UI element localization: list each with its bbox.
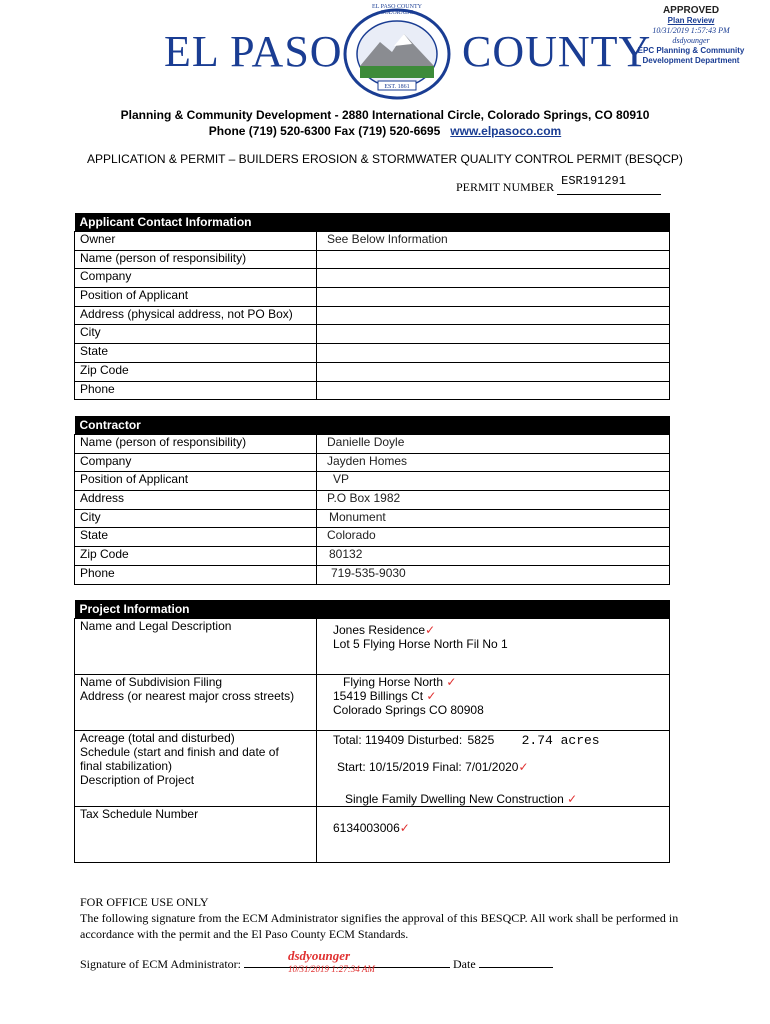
check-icon: ✓ — [518, 760, 529, 774]
applicant-field-label: Address (physical address, not PO Box) — [75, 306, 317, 325]
schedule-label-1: Schedule (start and finish and date of — [80, 745, 279, 759]
applicant-field-row — [75, 232, 670, 251]
applicant-table — [74, 213, 670, 400]
address-label: Address (or nearest major cross streets) — [80, 689, 295, 703]
logo-el-paso: EL PASO — [164, 27, 343, 76]
project-heading: Project Information — [75, 600, 670, 619]
address-line: Planning & Community Development - 2880 International Circle, Colorado Springs, CO 80910 — [120, 108, 650, 122]
approval-stamp — [626, 6, 756, 66]
contractor-field-label: City — [75, 509, 317, 528]
filing-label: Name of Subdivision Filing — [80, 675, 223, 689]
permit-number — [456, 174, 661, 195]
contractor-field-label: Name (person of responsibility) — [75, 435, 317, 454]
contractor-field-value[interactable]: Monument — [317, 509, 670, 528]
legal-value[interactable] — [317, 619, 670, 675]
acreage-label: Acreage (total and disturbed) — [80, 731, 235, 745]
contractor-field-label: Zip Code — [75, 547, 317, 566]
acreage-schedule-labels — [75, 731, 317, 807]
form-title: APPLICATION & PERMIT – BUILDERS EROSION & STORMWATER QUALITY CONTROL PERMIT (BESQCP) — [87, 152, 683, 166]
applicant-field-value[interactable] — [317, 381, 670, 400]
contact-line — [0, 124, 770, 138]
applicant-field-label: Phone — [75, 381, 317, 400]
contractor-table — [74, 416, 670, 585]
applicant-field-row — [75, 362, 670, 381]
svg-text:EST. 1861: EST. 1861 — [384, 84, 410, 90]
signature-datetime: 10/31/2019 1:27:34 AM — [288, 964, 375, 974]
filing-address-value[interactable] — [317, 675, 670, 731]
check-icon: ✓ — [426, 689, 437, 703]
acreage-schedule-values[interactable] — [317, 731, 670, 807]
filing-address-labels — [75, 675, 317, 731]
signature-label: Signature of ECM Administrator: — [80, 957, 241, 971]
check-icon: ✓ — [567, 792, 578, 806]
applicant-field-value[interactable] — [317, 269, 670, 288]
contractor-field-label: Company — [75, 453, 317, 472]
applicant-field-label: Name (person of responsibility) — [75, 250, 317, 269]
applicant-field-label: Owner — [75, 232, 317, 251]
applicant-field-row — [75, 250, 670, 269]
contractor-field-value[interactable]: Jayden Homes — [317, 453, 670, 472]
contractor-field-label: Position of Applicant — [75, 472, 317, 491]
contractor-field-label: Address — [75, 491, 317, 510]
applicant-field-value[interactable] — [317, 288, 670, 307]
tax-value[interactable] — [317, 807, 670, 863]
legal-line-2: Lot 5 Flying Horse North Fil No 1 — [333, 637, 508, 651]
applicant-heading: Applicant Contact Information — [75, 213, 670, 232]
county-seal-icon — [342, 8, 452, 100]
contractor-field-label: State — [75, 528, 317, 547]
website-link[interactable]: www.elpasoco.com — [450, 124, 562, 138]
address-line-2: Colorado Springs CO 80908 — [333, 703, 484, 717]
logo-county: COUNTY — [462, 27, 652, 76]
contractor-field-value[interactable]: P.O Box 1982 — [317, 491, 670, 510]
applicant-field-value[interactable] — [317, 325, 670, 344]
schedule-value: Start: 10/15/2019 Final: 7/01/2020 — [337, 760, 519, 774]
check-icon: ✓ — [425, 623, 436, 637]
applicant-field-label: Zip Code — [75, 362, 317, 381]
stamp-dept-1: EPC Planning & Community — [637, 46, 745, 55]
stamp-datetime: 10/31/2019 1:57:43 PM — [652, 26, 730, 35]
contractor-field-row — [75, 565, 670, 584]
office-use-text: The following signature from the ECM Administrator signifies the approval of this BESQCP. All work shall be performed in accordance with the permit and the El Paso County ECM Standards. — [80, 911, 679, 941]
applicant-field-label: Company — [75, 269, 317, 288]
phone-fax: Phone (719) 520-6300 Fax (719) 520-6695 — [208, 124, 441, 138]
contractor-field-label: Phone — [75, 565, 317, 584]
applicant-field-value[interactable] — [317, 306, 670, 325]
permit-number-value[interactable]: ESR191291 — [561, 174, 626, 188]
applicant-field-row — [75, 288, 670, 307]
date-field[interactable] — [479, 955, 553, 968]
contractor-field-value[interactable]: 80132 — [317, 547, 670, 566]
applicant-field-row — [75, 269, 670, 288]
applicant-field-value[interactable] — [317, 362, 670, 381]
stamp-user: dsdyounger — [672, 36, 710, 45]
applicant-field-value[interactable] — [317, 250, 670, 269]
tax-number: 6134003006 — [333, 821, 400, 835]
acreage-acres: 2.74 acres — [521, 733, 600, 748]
signature-line — [80, 955, 720, 972]
acreage-value: Total: 119409 Disturbed: — [333, 733, 463, 747]
contractor-field-value[interactable]: Colorado — [317, 528, 670, 547]
check-icon: ✓ — [399, 821, 410, 835]
contractor-field-value[interactable]: Danielle Doyle — [317, 435, 670, 454]
stamp-approved: APPROVED — [662, 5, 720, 16]
check-icon: ✓ — [446, 675, 457, 689]
legal-label: Name and Legal Description — [75, 619, 317, 675]
applicant-field-value[interactable]: See Below Information — [317, 232, 670, 251]
permit-number-label: PERMIT NUMBER — [456, 180, 555, 194]
description-value: Single Family Dwelling New Construction — [345, 792, 564, 806]
signature-name: dsdyounger — [288, 948, 351, 963]
contractor-field-row — [75, 491, 670, 510]
description-label: Description of Project — [80, 773, 195, 787]
contractor-field-row — [75, 435, 670, 454]
date-label: Date — [453, 957, 476, 971]
stamp-dept-2: Development Department — [642, 56, 740, 65]
tax-label: Tax Schedule Number — [75, 807, 317, 863]
filing-value: Flying Horse North — [343, 675, 444, 689]
applicant-field-value[interactable] — [317, 344, 670, 363]
contractor-field-row — [75, 528, 670, 547]
office-use-heading: FOR OFFICE USE ONLY — [80, 895, 209, 909]
address-line-1: 15419 Billings Ct — [333, 689, 424, 703]
contractor-field-value[interactable]: 719-535-9030 — [317, 565, 670, 584]
stamp-plan-review: Plan Review — [667, 16, 715, 25]
seal-text: EL PASO COUNTY COLORADO — [372, 4, 422, 16]
project-table — [74, 600, 670, 863]
applicant-field-row — [75, 381, 670, 400]
contractor-field-row — [75, 453, 670, 472]
contractor-field-row — [75, 547, 670, 566]
applicant-field-label: Position of Applicant — [75, 288, 317, 307]
applicant-field-row — [75, 306, 670, 325]
applicant-field-label: State — [75, 344, 317, 363]
contractor-heading: Contractor — [75, 416, 670, 435]
schedule-label-2: final stabilization) — [80, 759, 173, 773]
contractor-field-value[interactable]: VP — [317, 472, 670, 491]
legal-line-1: Jones Residence — [333, 623, 426, 637]
applicant-field-label: City — [75, 325, 317, 344]
contractor-field-row — [75, 509, 670, 528]
acreage-disturbed: 5825 — [467, 733, 495, 747]
applicant-field-row — [75, 325, 670, 344]
contractor-field-row — [75, 472, 670, 491]
applicant-field-row — [75, 344, 670, 363]
